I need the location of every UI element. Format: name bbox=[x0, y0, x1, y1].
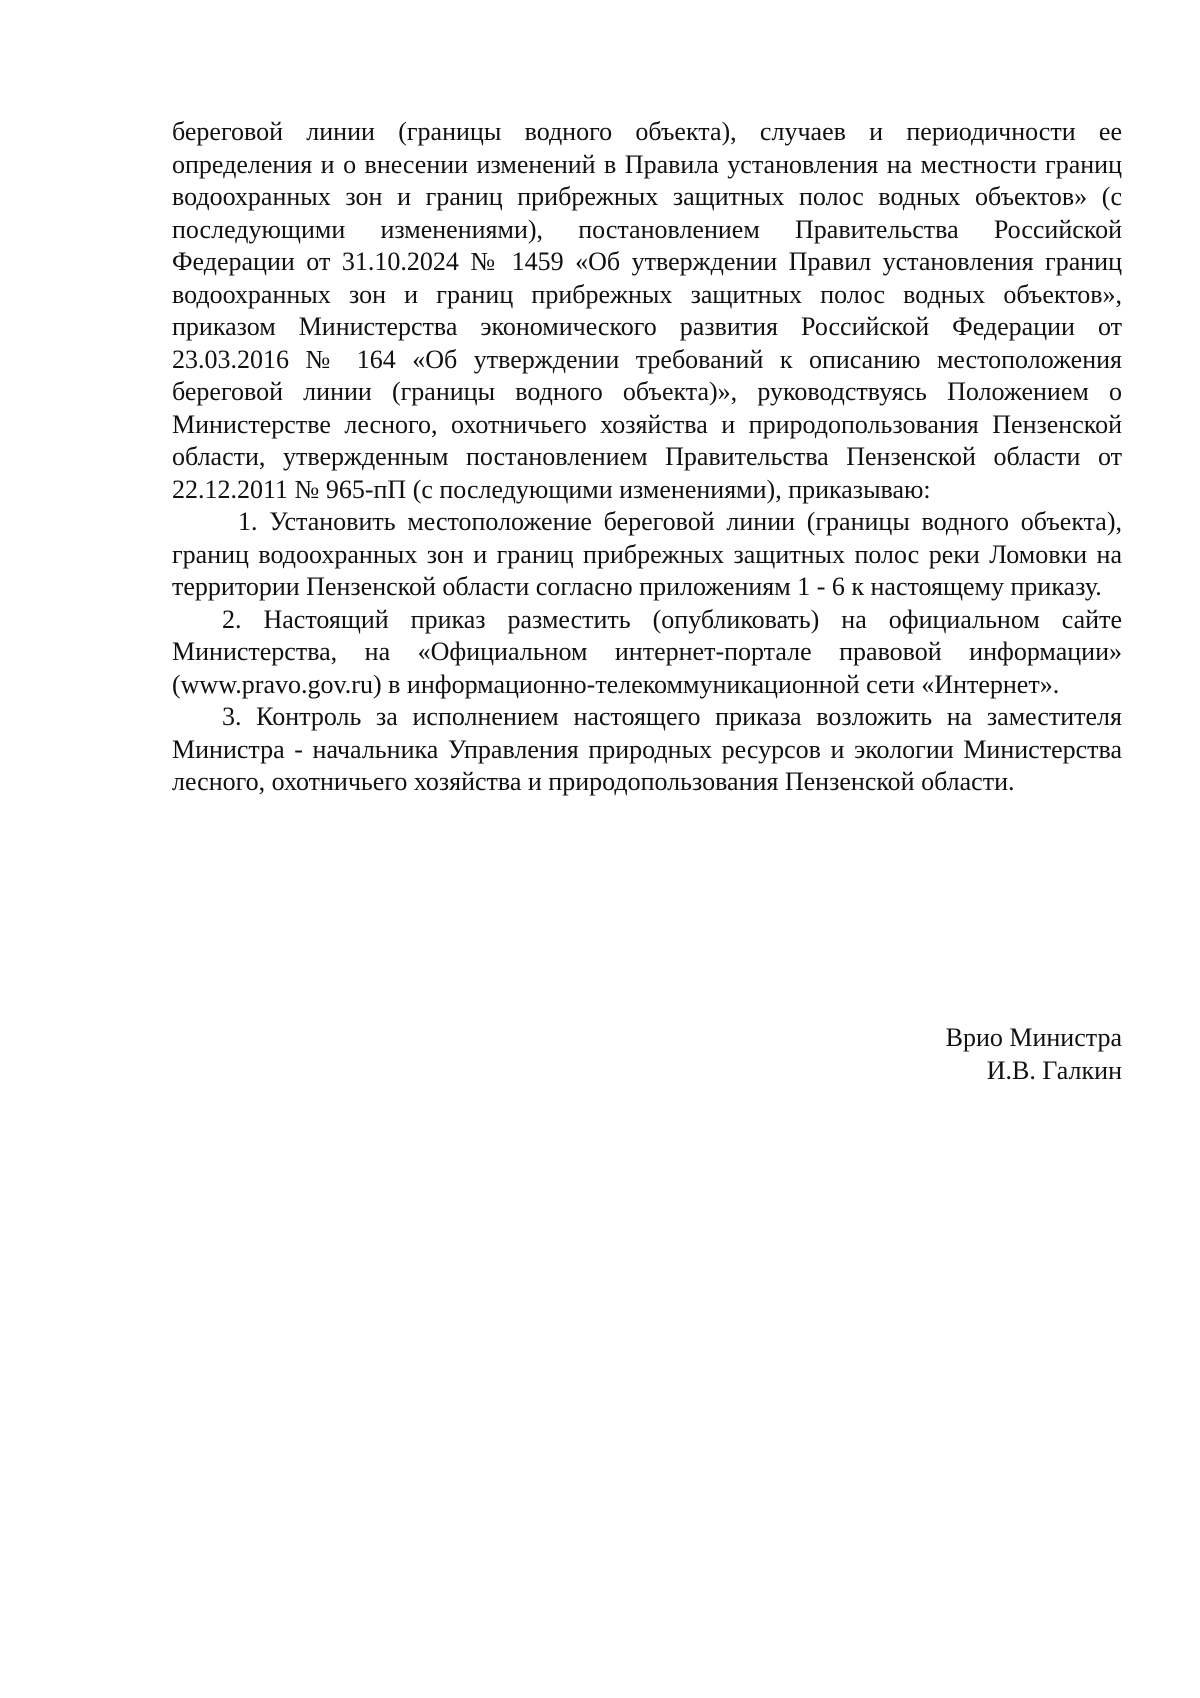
document-body bbox=[172, 116, 1122, 799]
signature-block bbox=[946, 1022, 1122, 1087]
paragraph-item-2: 2. Настоящий приказ разместить (опубликовать) на официальном сайте Министерства, на «Официальном интернет-портале правовой информации» (www.pravo.gov.ru) в информационно-телекоммуникационной сети «Интернет». bbox=[172, 604, 1122, 699]
paragraph-item-3: 3. Контроль за исполнением настоящего приказа возложить на заместителя Министра - начальника Управления природных ресурсов и экологии Министерства лесного, охотничьего хозяйства и природопользования Пензенской области. bbox=[172, 702, 1122, 796]
paragraph-preamble: береговой линии (границы водного объекта), случаев и периодичности ее определения и о внесении изменений в Правила установления на местности границ водоохранных зон и границ прибрежных защитных полос водных объектов» (с последующими изменениями), постановлением Правительства Российской Федерации от 31.10.2024 № 1459 «Об утверждении Правил установления границ водоохранных зон и границ прибрежных защитных полос водных объектов», приказом Министерства экономического развития Российской Федерации от 23.03.2016 № 164 «Об утверждении требований к описанию местоположения береговой линии (границы водного объекта)», руководствуясь Положением о Министерстве лесного, охотничьего хозяйства и природопользования Пензенской области, утвержденным постановлением Правительства Пензенской области от 22.12.2011 № 965-пП (с последующими изменениями), приказываю: bbox=[172, 117, 1122, 504]
signature-name: И.В. Галкин bbox=[986, 1055, 1122, 1085]
signature-position: Врио Министра bbox=[945, 1023, 1122, 1052]
paragraph-item-1: 1. Установить местоположение береговой линии (границы водного объекта), границ водоохранных зон и границ прибрежных защитных полос реки Ломовки на территории Пензенской области согласно приложениям 1 - 6 к настоящему приказу. bbox=[172, 507, 1122, 601]
